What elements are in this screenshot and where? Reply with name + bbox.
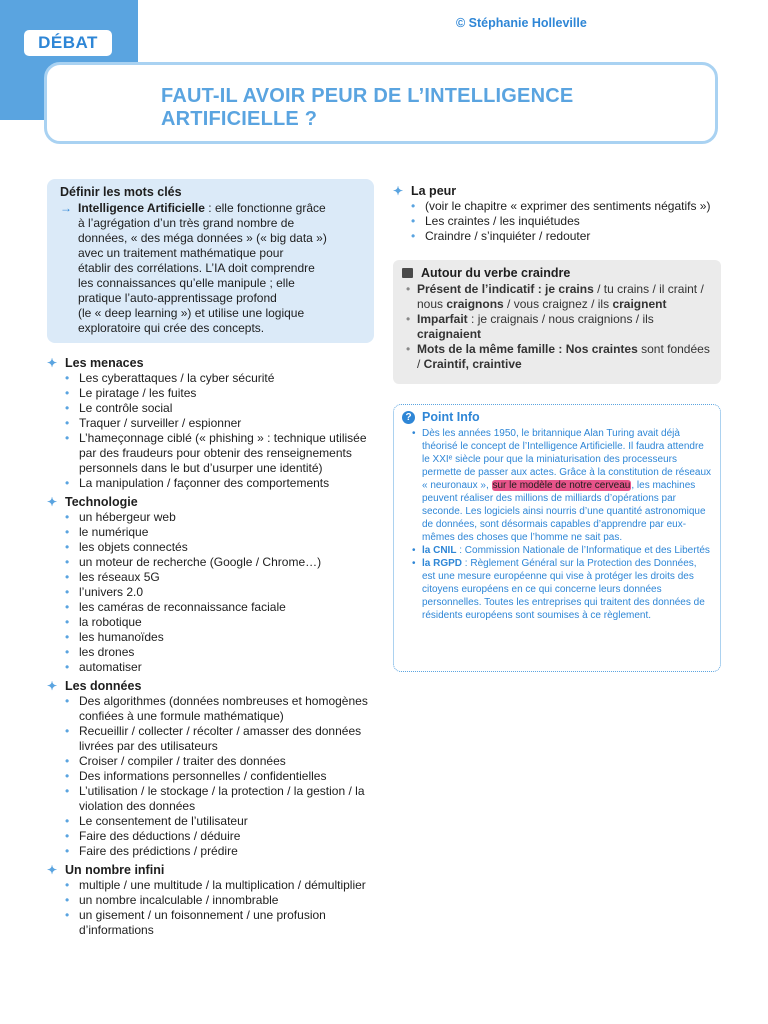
star-icon: ✦	[393, 184, 404, 198]
text: : Commission Nationale de l’Informatique et des Libertés	[456, 545, 710, 556]
list-item: • Croiser / compiler / traiter des données	[65, 754, 377, 769]
form: craignons	[446, 297, 504, 311]
list-item: • un moteur de recherche (Google / Chrome…)	[65, 555, 377, 570]
list-item: • le numérique	[65, 525, 377, 540]
list-item	[406, 342, 713, 372]
star-icon: ✦	[47, 495, 58, 509]
title-line-2: ARTIFICIELLE ?	[161, 108, 318, 130]
list-item: • les réseaux 5G	[65, 570, 377, 585]
list-item: • les objets connectés	[65, 540, 377, 555]
author-credit: © Stéphanie Holleville	[456, 16, 587, 30]
right-column	[393, 184, 723, 248]
left-column	[47, 356, 377, 942]
text: : Règlement Général sur la Protection des Données, est une mesure européenne qui vise à protéger les droits des citoyens européens en ce qui concerne leurs données personnelles. Toutes les entreprises qui traitent des données de résidents européens sont soumises à ce règlement.	[422, 558, 705, 621]
list-item: • Le piratage / les fuites	[65, 386, 377, 401]
section-title: La peur	[411, 184, 457, 198]
form: craignaient	[417, 327, 482, 341]
page-title	[161, 85, 573, 131]
star-icon: ✦	[47, 679, 58, 693]
list-item: • un nombre incalculable / innombrable	[65, 893, 377, 908]
list-item: • un gisement / un foisonnement / une profusion d’informations	[65, 908, 377, 938]
list-item: • Faire des déductions / déduire	[65, 829, 377, 844]
list-item	[406, 312, 713, 342]
definition-line: (le « deep learning ») et utilise une logique	[78, 306, 305, 320]
definition-term: Intelligence Artificielle	[78, 201, 205, 215]
list-item: • automatiser	[65, 660, 377, 675]
list-item: • Faire des prédictions / prédire	[65, 844, 377, 859]
list-item: • Recueillir / collecter / récolter / amasser des données livrées par des utilisateurs	[65, 724, 377, 754]
list-item: • un hébergeur web	[65, 510, 377, 525]
title-line-1: FAUT-IL AVOIR PEUR DE L’INTELLIGENCE	[161, 85, 574, 107]
section-nombre-infini	[47, 863, 377, 938]
definition-text	[78, 201, 327, 336]
label: Présent de l’indicatif :	[417, 282, 542, 296]
question-icon: ?	[402, 411, 415, 424]
list-item: • L’utilisation / le stockage / la protection / la gestion / la violation des données	[65, 784, 377, 814]
list-item: • Les cyberattaques / la cyber sécurité	[65, 371, 377, 386]
definition-line: pratique l’auto-apprentissage profond	[78, 291, 277, 305]
info-item	[412, 427, 712, 544]
section-peur	[393, 184, 723, 244]
section-title: Un nombre infini	[65, 863, 165, 877]
list-item: • (voir le chapitre « exprimer des sentiments négatifs »)	[411, 199, 723, 214]
list-item: • Le consentement de l’utilisateur	[65, 814, 377, 829]
list-item: • Des algorithmes (données nombreuses et homogènes confiées à une formule mathématique)	[65, 694, 377, 724]
debat-label: DÉBAT	[24, 30, 112, 56]
section-title: Technologie	[65, 495, 138, 509]
label: la RGPD	[422, 558, 463, 569]
label: Mots de la même famille :	[417, 342, 563, 356]
star-icon: ✦	[47, 356, 58, 370]
form: je crains	[545, 282, 594, 296]
list-item: • Traquer / surveiller / espionner	[65, 416, 377, 431]
definition-line: à l’agrégation d’un très grand nombre de	[78, 216, 295, 230]
list-item: • les caméras de reconnaissance faciale	[65, 600, 377, 615]
text: sont fondées /	[417, 342, 710, 371]
definitions-title: Définir les mots clés	[60, 185, 182, 199]
text: / vous craignez / ils	[503, 297, 613, 311]
form: Craintif, craintive	[423, 357, 522, 371]
list-item: • Des informations personnelles / confidentielles	[65, 769, 377, 784]
list-item: • La manipulation / façonner des comportements	[65, 476, 377, 491]
label: la CNIL	[422, 545, 457, 556]
info-title: Point Info	[422, 410, 480, 424]
form: Nos craintes	[565, 342, 638, 356]
list-item: • la robotique	[65, 615, 377, 630]
definition-line: : elle fonctionne grâce	[204, 201, 326, 215]
form: craignent	[612, 297, 667, 311]
text: , les machines peuvent réaliser des millions de milliards d’opérations par seconde. Les logiciels ainsi nourris d’une quantité astronomique de données, sont désormais capables d’apprendre par eux-mêmes des choses que l’homme ne sait pas.	[422, 480, 706, 543]
list-item: • les drones	[65, 645, 377, 660]
highlight: sur le modèle de notre cerveau	[492, 480, 631, 491]
list-item: • l’univers 2.0	[65, 585, 377, 600]
craindre-box	[393, 260, 721, 384]
section-technologie	[47, 495, 377, 675]
definition-line: établir des corrélations. L’IA doit comprendre	[78, 261, 315, 275]
text: : je craignais / nous craignions / ils	[467, 312, 654, 326]
label: Imparfait	[417, 312, 468, 326]
definition-line: exploratoire qui crée des concepts.	[78, 321, 265, 335]
info-item	[412, 557, 712, 622]
list-item: • Les craintes / les inquiétudes	[411, 214, 723, 229]
definition-item	[60, 201, 364, 336]
definition-line: données, « des méga données » (« big data »)	[78, 231, 327, 245]
text: Dès les années 1950, le britannique Alan Turing avait déjà théorisé le concept de l’Intelligence Artificielle. Il faudra attendre le XXIᵉ siècle pour que la miniaturisation des processeurs permette de passer aux actes. Grâce à la constitution de réseaux « neuronaux »,	[422, 428, 712, 491]
section-title: Les données	[65, 679, 142, 693]
point-info-box	[393, 404, 721, 672]
list-item: • Le contrôle social	[65, 401, 377, 416]
definition-line: avec un traitement mathématique pour	[78, 246, 284, 260]
section-title: Les menaces	[65, 356, 144, 370]
definitions-box	[47, 179, 374, 343]
list-item	[406, 282, 713, 312]
star-icon: ✦	[47, 863, 58, 877]
text: / tu crains / il craint / nous	[417, 282, 704, 311]
list-item: • les humanoïdes	[65, 630, 377, 645]
book-icon	[402, 268, 413, 278]
title-box	[44, 62, 718, 144]
list-item: • L’hameçonnage ciblé (« phishing » : technique utilisée par des fraudeurs pour obtenir des renseignements personnels dans le but d’usurper une identité)	[65, 431, 377, 476]
list-item: • multiple / une multitude / la multiplication / démultiplier	[65, 878, 377, 893]
list-item: • Craindre / s’inquiéter / redouter	[411, 229, 723, 244]
section-donnees	[47, 679, 377, 859]
arrow-icon: →	[60, 201, 72, 215]
section-menaces	[47, 356, 377, 491]
info-item	[412, 544, 712, 557]
definition-line: les connaissances qu’elle manipule ; elle	[78, 276, 295, 290]
craindre-title: Autour du verbe craindre	[421, 266, 571, 280]
